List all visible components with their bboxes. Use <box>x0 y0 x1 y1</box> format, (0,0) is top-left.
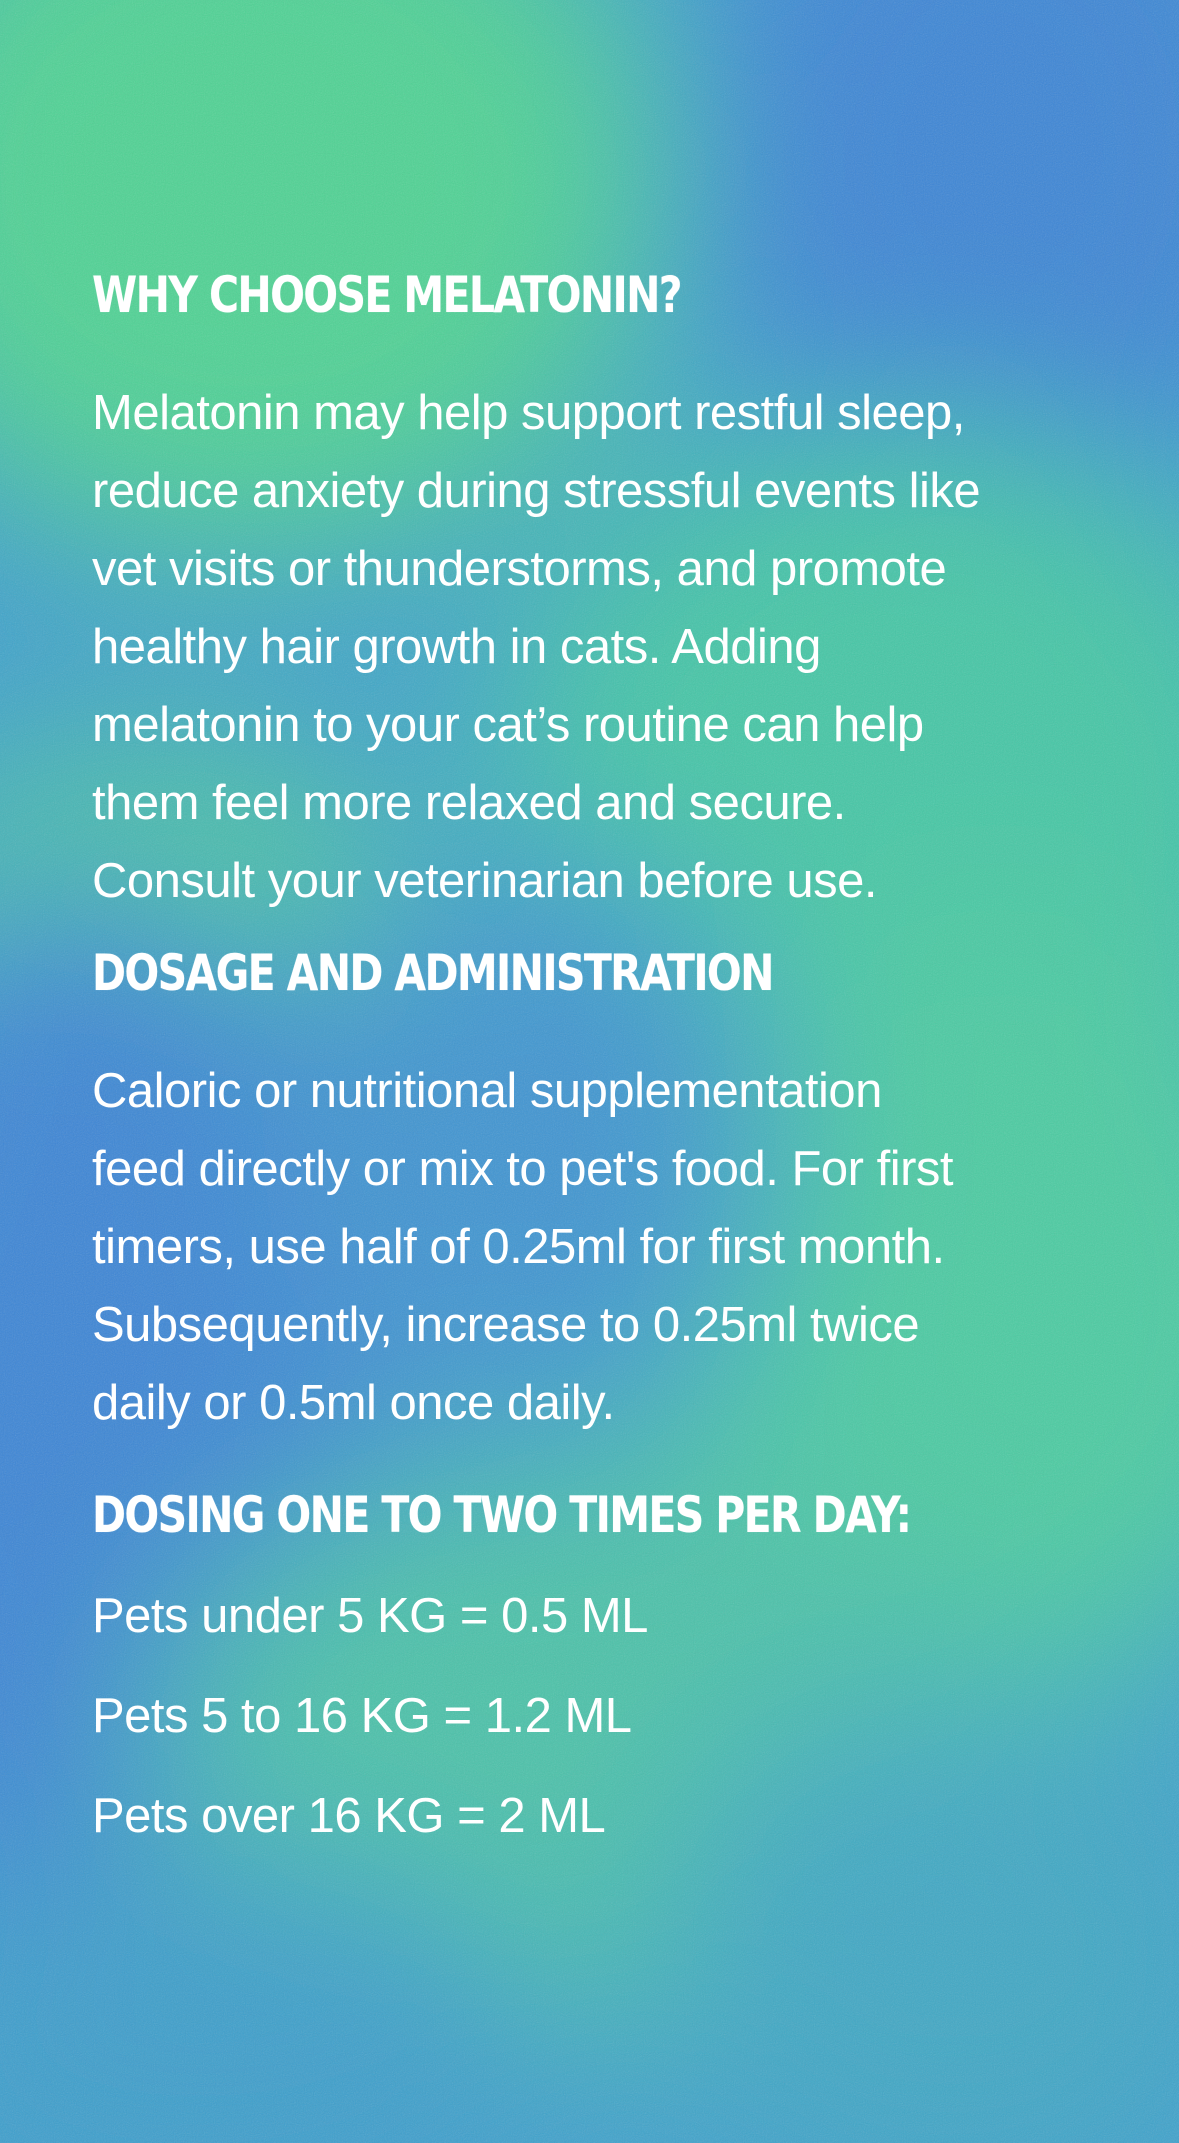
dose-row: Pets 5 to 16 KG = 1.2 ML <box>92 1689 632 1743</box>
dose-row: Pets under 5 KG = 0.5 ML <box>92 1589 648 1643</box>
body-line: vet visits or thunderstorms, and promote <box>92 542 947 596</box>
section-heading-dosing-frequency: DOSING ONE TO TWO TIMES PER DAY: <box>92 1486 911 1544</box>
section-body-dosage <box>92 1052 1152 1442</box>
body-line: Caloric or nutritional supplementation <box>92 1064 882 1118</box>
section-body-why-melatonin <box>92 374 1152 920</box>
body-line: Melatonin may help support restful sleep, <box>92 386 965 440</box>
body-line: Consult your veterinarian before use. <box>92 854 877 908</box>
body-line: Subsequently, increase to 0.25ml twice <box>92 1298 920 1352</box>
dose-row: Pets over 16 KG = 2 ML <box>92 1789 606 1843</box>
body-line: melatonin to your cat’s routine can help <box>92 698 924 752</box>
body-line: timers, use half of 0.25ml for first month. <box>92 1220 945 1274</box>
body-line: daily or 0.5ml once daily. <box>92 1376 615 1430</box>
section-heading-dosage: DOSAGE AND ADMINISTRATION <box>92 944 773 1002</box>
body-line: healthy hair growth in cats. Adding <box>92 620 821 674</box>
body-line: reduce anxiety during stressful events like <box>92 464 981 518</box>
body-line: them feel more relaxed and secure. <box>92 776 846 830</box>
body-line: feed directly or mix to pet's food. For first <box>92 1142 954 1196</box>
section-heading-why-melatonin: WHY CHOOSE MELATONIN? <box>92 266 681 324</box>
